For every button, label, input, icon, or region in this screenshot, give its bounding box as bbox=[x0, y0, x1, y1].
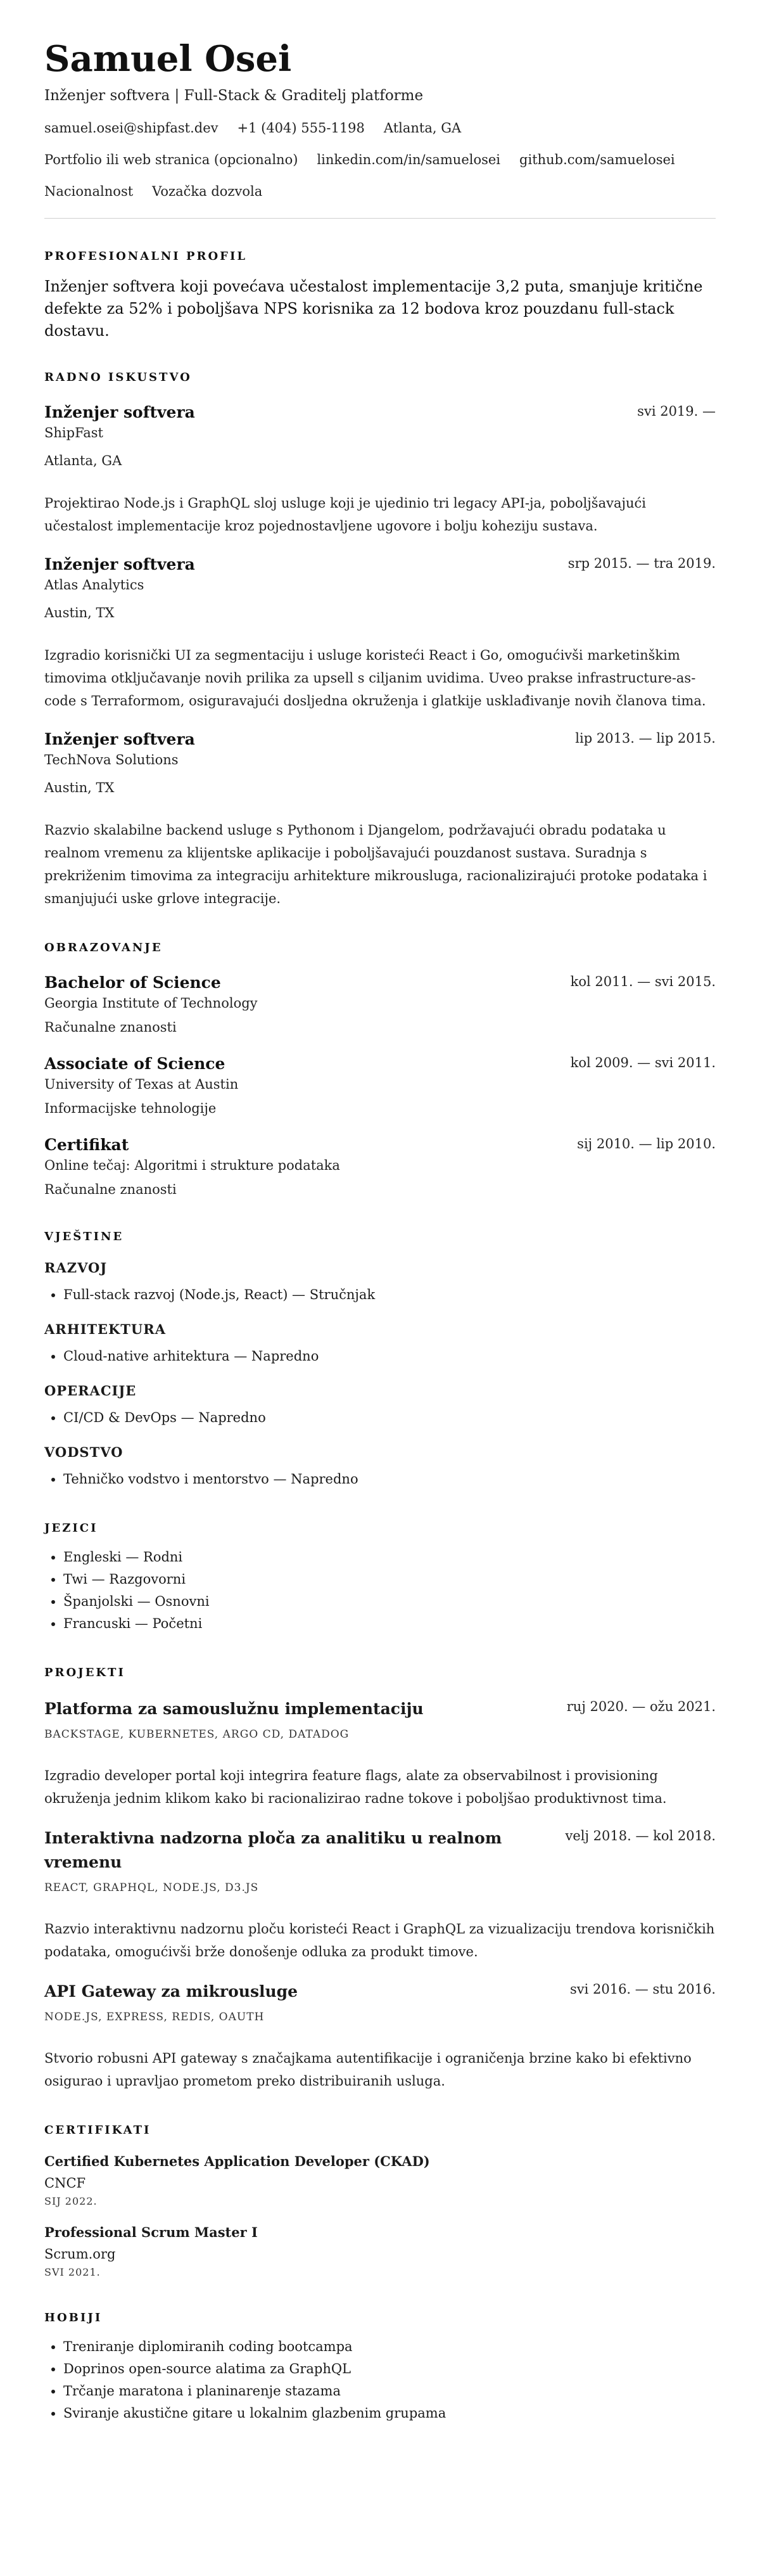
resume-header bbox=[44, 38, 716, 219]
list-item: • Francuski — Početni bbox=[63, 1613, 716, 1635]
list-item: • Doprinos open-source alatima za GraphQL bbox=[63, 2358, 716, 2380]
phone-number: +1 (404) 555-1198 bbox=[237, 120, 365, 136]
list-item: • Tehničko vodstvo i mentorstvo — Napredno bbox=[63, 1468, 716, 1490]
skill-group bbox=[44, 1259, 716, 1306]
project-entry bbox=[44, 1697, 716, 1810]
project-title: API Gateway za mikrousluge bbox=[44, 1982, 298, 2001]
section-title: PROFESIONALNI PROFIL bbox=[44, 250, 248, 263]
section-title: CERTIFIKATI bbox=[44, 2124, 151, 2137]
list-item: • Engleski — Rodni bbox=[63, 1546, 716, 1568]
education-dates: kol 2011. — svi 2015. bbox=[570, 974, 716, 989]
project-title: Interaktivna nadzorna ploča za analitiku u realnom vremenu bbox=[44, 1829, 502, 1871]
certificate-name: Certified Kubernetes Application Developer (CKAD) bbox=[44, 2153, 430, 2169]
project-dates: svi 2016. — stu 2016. bbox=[569, 1982, 716, 1997]
project-description: Stvorio robusni API gateway s značajkama autentifikacije i ograničenja brzine kako bi efektivno osigurao i upravljao prometom preko distribuiranih usluga. bbox=[44, 2051, 692, 2089]
header-divider bbox=[44, 218, 716, 219]
project-title: Platforma za samouslužnu implementaciju bbox=[44, 1700, 424, 1718]
location-text: Atlanta, GA bbox=[383, 120, 462, 136]
certificate-entry bbox=[44, 2223, 716, 2280]
list-item: • Španjolski — Osnovni bbox=[63, 1591, 716, 1613]
project-entry bbox=[44, 1826, 716, 1963]
job-location: Austin, TX bbox=[44, 780, 115, 795]
list-item: • Trčanje maratona i planinarenje stazama bbox=[63, 2380, 716, 2402]
project-description: Razvio interaktivnu nadzornu ploču koristeći React i GraphQL za vizualizaciju trendova korisničkih podataka, omogućivši brže donošenje odluka za produkt timove. bbox=[44, 1921, 715, 1959]
skill-group-title: VODSTVO bbox=[44, 1444, 124, 1460]
list-item: • CI/CD & DevOps — Napredno bbox=[63, 1407, 716, 1429]
section-title: PROJEKTI bbox=[44, 1666, 125, 1679]
candidate-title: Inženjer softvera | Full-Stack & Graditelj platforme bbox=[44, 87, 424, 104]
job-description: Projektirao Node.js i GraphQL sloj usluge koji je ujedinio tri legacy API-ja, poboljšavajući učestalost implementacije kroz pojednostavljene ugovore i bolju koheziju sustava. bbox=[44, 496, 646, 534]
job-location: Atlanta, GA bbox=[44, 453, 122, 468]
education-entry bbox=[44, 972, 716, 1037]
profile-summary: Inženjer softvera koji povećava učestalost implementacije 3,2 puta, smanjuje kritične defekte za 52% i poboljšava NPS korisnika za 12 bodova kroz pouzdanu full-stack dostavu. bbox=[44, 278, 703, 340]
nationality-text: Nacionalnost bbox=[44, 184, 134, 199]
project-dates: velj 2018. — kol 2018. bbox=[565, 1828, 716, 1843]
skill-group bbox=[44, 1381, 716, 1429]
certificate-issuer: Scrum.org bbox=[44, 2246, 116, 2262]
list-item: • Treniranje diplomiranih coding bootcampa bbox=[63, 2336, 716, 2358]
project-tech: BACKSTAGE, KUBERNETES, ARGO CD, DATADOG bbox=[44, 1728, 350, 1741]
license-text: Vozačka dozvola bbox=[152, 184, 263, 199]
experience-entry bbox=[44, 402, 716, 537]
list-item: • Cloud-native arhitektura — Napredno bbox=[63, 1345, 716, 1368]
linkedin-link[interactable]: linkedin.com/in/samuelosei bbox=[317, 152, 501, 167]
candidate-name: Samuel Osei bbox=[44, 38, 292, 80]
languages-section bbox=[44, 1521, 716, 1635]
education-dates: sij 2010. — lip 2010. bbox=[577, 1136, 716, 1151]
education-entry bbox=[44, 1134, 716, 1199]
project-entry bbox=[44, 1980, 716, 2092]
skill-group-title: ARHITEKTURA bbox=[44, 1321, 166, 1337]
hobbies-section bbox=[44, 2310, 716, 2425]
job-title: Inženjer softvera bbox=[44, 555, 195, 574]
company-name: Atlas Analytics bbox=[44, 577, 144, 593]
project-dates: ruj 2020. — ožu 2021. bbox=[566, 1699, 716, 1714]
job-dates: svi 2019. — bbox=[637, 404, 716, 419]
project-tech: NODE.JS, EXPRESS, REDIS, OAUTH bbox=[44, 2011, 265, 2023]
experience-entry bbox=[44, 554, 716, 712]
project-tech: REACT, GRAPHQL, NODE.JS, D3.JS bbox=[44, 1881, 259, 1894]
certificate-date: SIJ 2022. bbox=[44, 2195, 98, 2207]
school-name: University of Texas at Austin bbox=[44, 1077, 239, 1092]
job-dates: srp 2015. — tra 2019. bbox=[567, 556, 716, 571]
list-item: • Twi — Razgovorni bbox=[63, 1568, 716, 1591]
skills-section bbox=[44, 1229, 716, 1490]
school-name: Online tečaj: Algoritmi i strukture podataka bbox=[44, 1158, 340, 1173]
job-title: Inženjer softvera bbox=[44, 730, 195, 748]
section-title: RADNO ISKUSTVO bbox=[44, 371, 192, 384]
field-of-study: Računalne znanosti bbox=[44, 1182, 177, 1197]
contact-row-primary bbox=[44, 119, 716, 137]
portfolio-link[interactable]: Portfolio ili web stranica (opcionalno) bbox=[44, 152, 298, 167]
degree-title: Associate of Science bbox=[44, 1054, 225, 1073]
job-description: Razvio skalabilne backend usluge s Pythonom i Djangelom, podržavajući obradu podataka u realnom vremenu za klijentske aplikacije i poboljšavajući pouzdanost sustava. Suradnja s prekriženim timovima za integraciju arhitekture mikrousluga, racionalizirajući protoke podataka i smanjujući uske grlove integracije. bbox=[44, 823, 707, 906]
certificate-issuer: CNCF bbox=[44, 2176, 86, 2191]
job-title: Inženjer softvera bbox=[44, 403, 195, 421]
section-title: JEZICI bbox=[44, 1522, 98, 1535]
list-item: • Full-stack razvoj (Node.js, React) — Stručnjak bbox=[63, 1284, 716, 1306]
certificate-entry bbox=[44, 2152, 716, 2209]
section-title: HOBIJI bbox=[44, 2311, 103, 2324]
contact-row-links bbox=[44, 151, 716, 169]
skill-group-title: OPERACIJE bbox=[44, 1383, 137, 1399]
certificate-name: Professional Scrum Master I bbox=[44, 2224, 258, 2240]
skill-group bbox=[44, 1443, 716, 1490]
section-title: VJEŠTINE bbox=[44, 1230, 124, 1243]
contact-row-personal bbox=[44, 183, 716, 200]
job-location: Austin, TX bbox=[44, 605, 115, 620]
section-title: OBRAZOVANJE bbox=[44, 941, 163, 954]
project-description: Izgradio developer portal koji integrira feature flags, alate za observabilnost i provisioning okruženja jednim klikom kako bi racionalizirao radne tokove i poboljšao produktivnost tima. bbox=[44, 1768, 667, 1806]
projects-section bbox=[44, 1665, 716, 2092]
job-description: Izgradio korisnički UI za segmentaciju i usluge koristeći React i Go, omogućivši marketinškim timovima otključavanje novih prilika za upsell s ciljanim uvidima. Uveo prakse infrastructure-as-code s Terraformom, osiguravajući dosljedna okruženja i glatkije usklađivanje novih članova tima. bbox=[44, 648, 706, 708]
certificates-section bbox=[44, 2123, 716, 2280]
field-of-study: Informacijske tehnologije bbox=[44, 1101, 217, 1116]
github-link[interactable]: github.com/samuelosei bbox=[519, 152, 675, 167]
company-name: TechNova Solutions bbox=[44, 752, 179, 767]
certificate-date: SVI 2021. bbox=[44, 2266, 101, 2278]
profile-section bbox=[44, 249, 716, 342]
email-link[interactable]: samuel.osei@shipfast.dev bbox=[44, 120, 218, 136]
skill-group bbox=[44, 1320, 716, 1368]
degree-title: Bachelor of Science bbox=[44, 973, 221, 992]
skill-group-title: RAZVOJ bbox=[44, 1260, 108, 1276]
job-dates: lip 2013. — lip 2015. bbox=[575, 731, 716, 746]
experience-entry bbox=[44, 729, 716, 910]
experience-section bbox=[44, 370, 716, 910]
education-entry bbox=[44, 1053, 716, 1118]
field-of-study: Računalne znanosti bbox=[44, 1020, 177, 1035]
degree-title: Certifikat bbox=[44, 1136, 129, 1154]
school-name: Georgia Institute of Technology bbox=[44, 996, 258, 1011]
education-section bbox=[44, 940, 716, 1199]
company-name: ShipFast bbox=[44, 425, 103, 440]
list-item: • Sviranje akustične gitare u lokalnim glazbenim grupama bbox=[63, 2402, 716, 2425]
education-dates: kol 2009. — svi 2011. bbox=[570, 1055, 716, 1070]
